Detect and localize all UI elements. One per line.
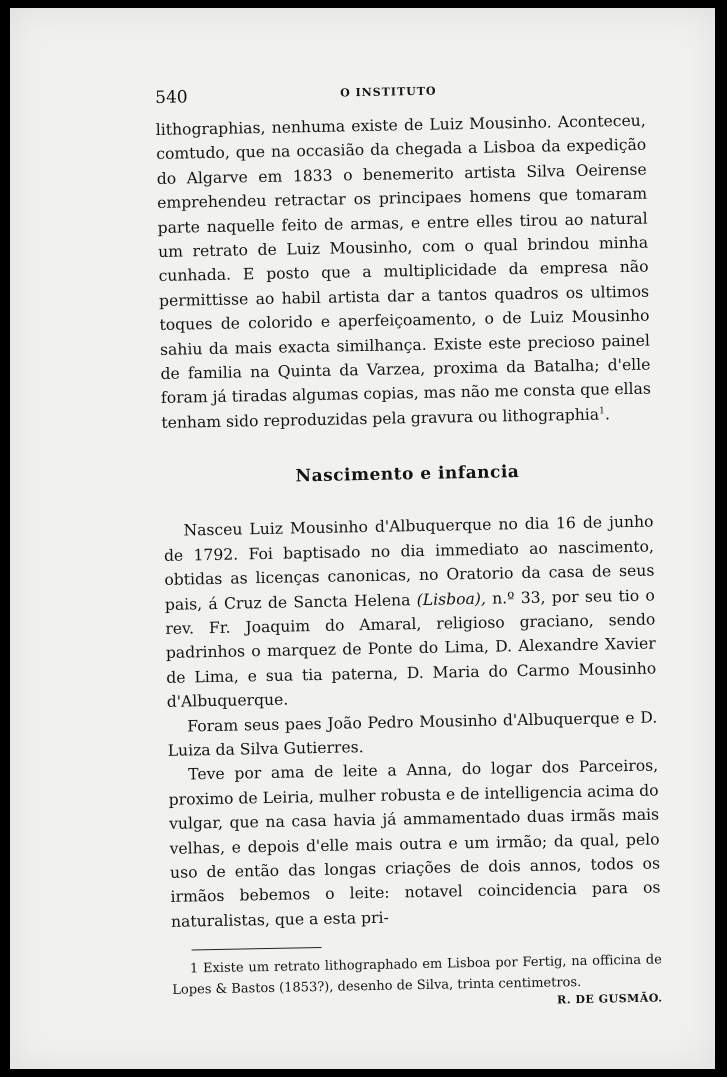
paragraph-parents: Foram seus paes João Pedro Mousinho d'Albuquerque e D. Luiza da Silva Gutierres. (167, 708, 658, 760)
footnote-text: Existe um retrato lithographado em Lisboa por Fertig, na officina de Lopes & Bastos (1853?), desenho de Silva, trinta centimetros. (172, 952, 662, 999)
footnote-divider (192, 947, 322, 950)
page-number: 540 (155, 87, 188, 108)
intro-paragraph-end: . (604, 405, 610, 424)
paragraph-birth-before: Nasceu Luiz Mousinho d'Albuquerque no dia 16 de junho de 1792. Foi baptisado no dia immediato ao nascimento, obtidas as licenças canonicas, no Oratorio da casa de seus pais, á Cruz de Sancta Helena (163, 512, 655, 614)
intro-paragraph (156, 109, 652, 436)
running-title: O INSTITUTO (340, 84, 437, 100)
intro-paragraph-text: lithographias, nenhuma existe de Luiz Mousinho. Aconteceu, comtudo, que na occasião da chegada a Lisboa da expedição do Algarve em 1833 o benemerito artista Silva Oeirense emprehendeu retractar os principaes homens que tomaram parte naquelle feito de armas, e entre elles tirou ao natural um retrato de Luiz Mousinho, com o qual brindou minha cunhada. E posto que a multiplicidade da empresa não permittisse ao habil artista dar a tantos quadros os ultimos toques de colorido e aperfeiçoamento, o de Luiz Mousinho sahiu da mais exacta similhança. Existe este precioso painel de familia na Quinta da Varzea, proxima da Batalha; d'elle foram já tiradas algumas copias, mas não me consta que ellas tenham sido reproduzidas pela gravura ou lithographia (155, 111, 652, 432)
footnote-reference: 1 (598, 406, 605, 417)
paragraph-birth-after: n.º 33, por seu tio o rev. Fr. Joaquim do Amaral, religioso graciano, sendo padrinhos o marquez de Ponte do Lima, D. Alexandre Xavier de Lima, e sua tia paterna, D. Maria do Carmo Mousinho d'Albuquerque. (165, 586, 657, 712)
footnote-marker: 1 (189, 961, 199, 977)
scanned-page (10, 8, 715, 1069)
section-heading: Nascimento e infancia (295, 462, 520, 487)
paragraph-birth-italic: (Lisboa), (416, 589, 486, 609)
footnote-signature: R. DE GUSMÃO. (556, 991, 663, 1007)
paragraph-nurse: Teve por ama de leite a Anna, do logar dos Parceiros, proximo de Leiria, mulher robusta e de intelligencia acima do vulgar, que na casa havia já ammamentado duas irmãs mais velhas, e depois d'elle mais outra e um irmão; da qual, pelo uso de então das longas criações de dois annos, todos os irmãos bebemos o leite: notavel coincidencia para os naturalistas, que a esta pri- (168, 756, 661, 931)
paragraph-birth (163, 510, 657, 715)
page-content (155, 79, 663, 1014)
